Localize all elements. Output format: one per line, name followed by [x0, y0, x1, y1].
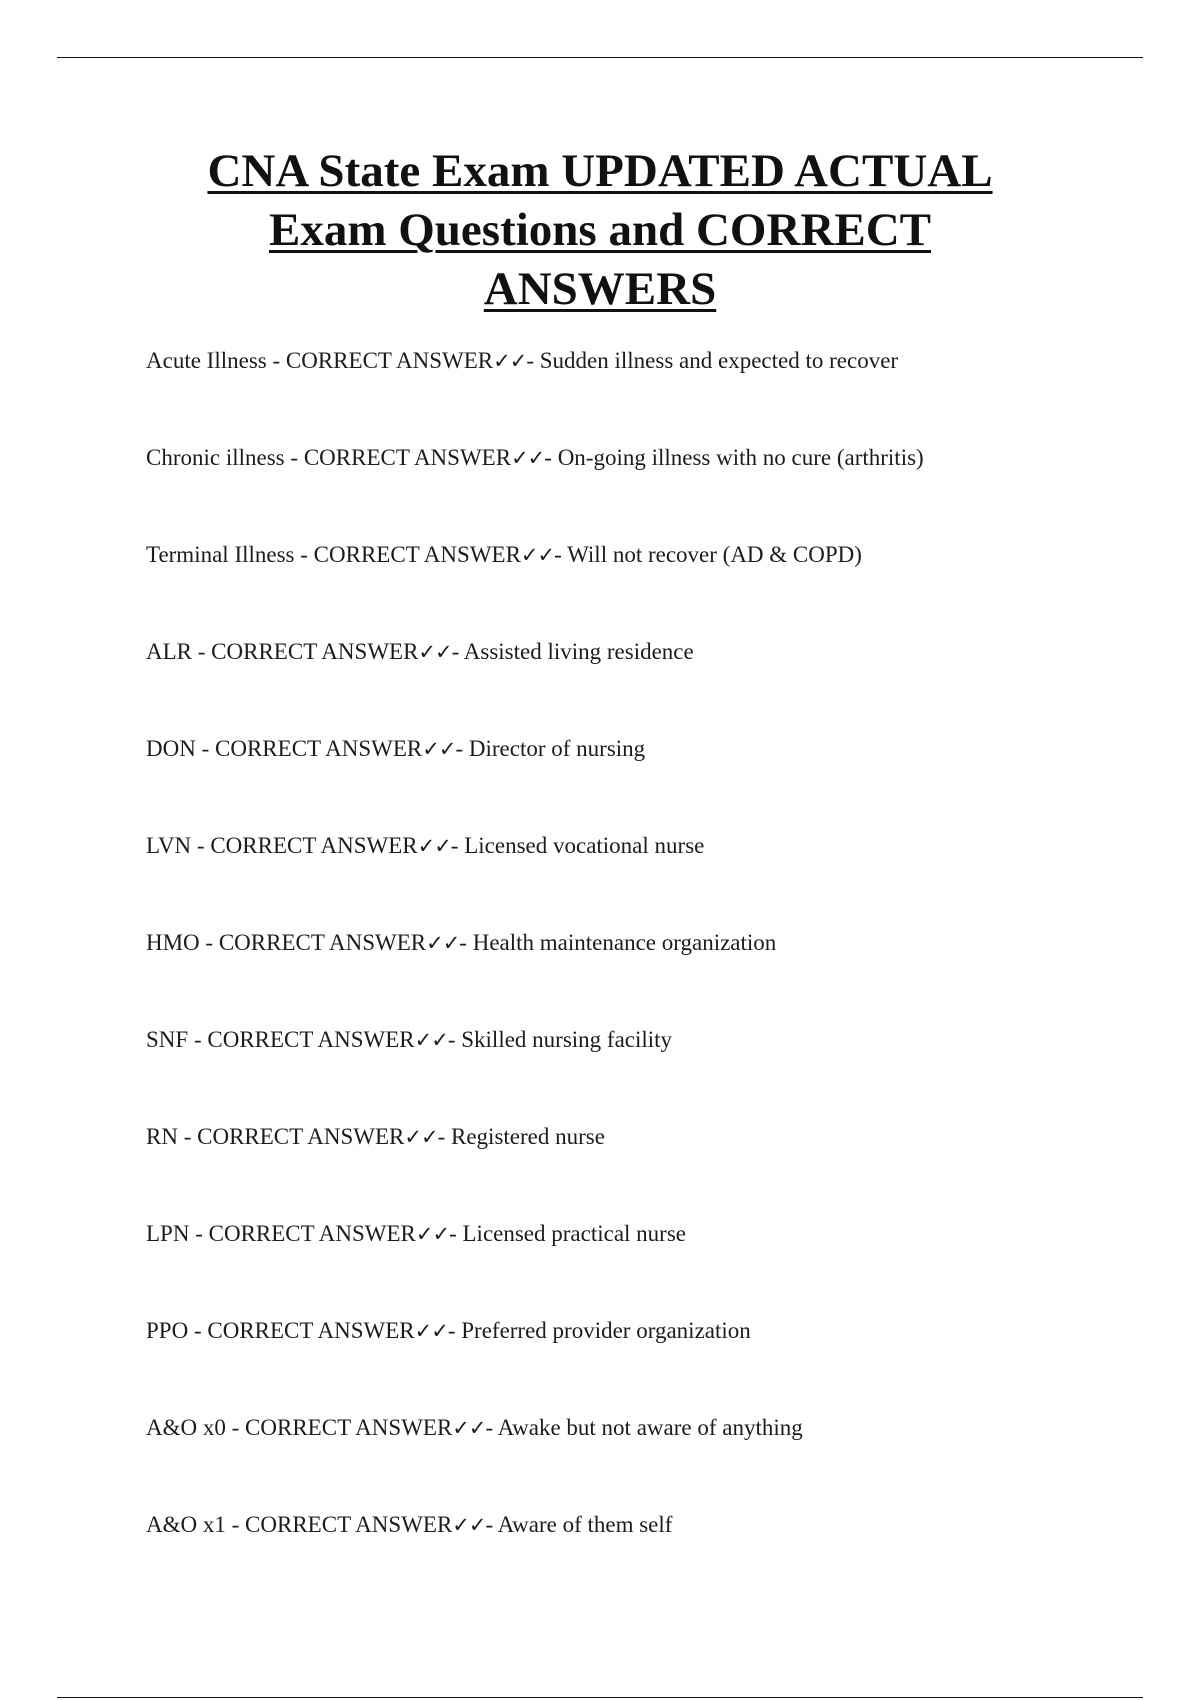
qa-answer: Licensed practical nurse [462, 1221, 686, 1246]
qa-term: Acute Illness [146, 348, 267, 373]
answer-marker: CORRECT ANSWER [197, 1124, 405, 1149]
double-check-icon: ✓✓ [414, 1028, 448, 1052]
double-check-icon: ✓✓ [417, 834, 451, 858]
qa-item: PPO - CORRECT ANSWER✓✓- Preferred provider organization [146, 1318, 751, 1343]
qa-answer: Registered nurse [451, 1124, 605, 1149]
qa-answer: Health maintenance organization [472, 930, 777, 955]
qa-answer: Preferred provider organization [461, 1318, 751, 1343]
answer-marker: CORRECT ANSWER [285, 348, 494, 373]
qa-term: HMO [146, 930, 200, 955]
qa-answer: Director of nursing [468, 736, 646, 761]
answer-marker: CORRECT ANSWER [207, 1318, 415, 1343]
qa-answer: On-going illness with no cure (arthritis) [557, 445, 924, 470]
qa-item: LPN - CORRECT ANSWER✓✓- Licensed practical nurse [146, 1221, 686, 1246]
qa-answer: Awake but not aware of anything [497, 1415, 803, 1440]
qa-item: RN - CORRECT ANSWER✓✓- Registered nurse [146, 1124, 605, 1149]
qa-term: RN [146, 1124, 178, 1149]
qa-term: DON [146, 736, 196, 761]
qa-term: Terminal Illness [146, 542, 295, 567]
answer-marker: CORRECT ANSWER [313, 542, 521, 567]
answer-marker: CORRECT ANSWER [303, 445, 512, 470]
qa-answer: Skilled nursing facility [461, 1027, 673, 1052]
double-check-icon: ✓✓ [493, 349, 527, 373]
qa-answer: Sudden illness and expected to recover [539, 348, 899, 373]
double-check-icon: ✓✓ [520, 543, 555, 567]
title-line-3: ANSWERS [483, 263, 717, 315]
qa-answer: Aware of them self [497, 1512, 673, 1537]
qa-term: Chronic illness [146, 445, 285, 470]
qa-term: PPO [146, 1318, 189, 1343]
qa-item: A&O x0 - CORRECT ANSWER✓✓- Awake but not aware of anything [146, 1415, 803, 1440]
title-line-1: CNA State Exam UPDATED ACTUAL [207, 145, 993, 197]
qa-answer: Will not recover (AD & COPD) [567, 542, 862, 567]
answer-marker: CORRECT ANSWER [245, 1415, 453, 1440]
qa-term: LVN [146, 833, 192, 858]
qa-term: A&O x1 [146, 1512, 226, 1537]
qa-answer: Licensed vocational nurse [464, 833, 705, 858]
double-check-icon: ✓✓ [404, 1125, 438, 1149]
double-check-icon: ✓✓ [452, 1513, 486, 1537]
qa-item: ALR - CORRECT ANSWER✓✓- Assisted living residence [146, 639, 694, 664]
answer-marker: CORRECT ANSWER [207, 1027, 415, 1052]
double-check-icon: ✓✓ [426, 931, 460, 955]
top-divider [57, 57, 1143, 58]
double-check-icon: ✓✓ [414, 1319, 448, 1343]
qa-item: HMO - CORRECT ANSWER✓✓- Health maintenance organization [146, 930, 777, 955]
answer-marker: CORRECT ANSWER [208, 1221, 416, 1246]
qa-item: SNF - CORRECT ANSWER✓✓- Skilled nursing facility [146, 1027, 673, 1052]
double-check-icon: ✓✓ [452, 1416, 486, 1440]
qa-item: Acute Illness - CORRECT ANSWER✓✓- Sudden illness and expected to recover [146, 348, 899, 373]
qa-item: Chronic illness - CORRECT ANSWER✓✓- On-going illness with no cure (arthritis) [146, 445, 924, 470]
qa-item: Terminal Illness - CORRECT ANSWER✓✓- Will not recover (AD & COPD) [146, 542, 862, 567]
qa-item: DON - CORRECT ANSWER✓✓- Director of nursing [146, 736, 646, 761]
double-check-icon: ✓✓ [511, 446, 545, 470]
double-check-icon: ✓✓ [415, 1222, 450, 1246]
double-check-icon: ✓✓ [418, 640, 452, 664]
qa-item: LVN - CORRECT ANSWER✓✓- Licensed vocational nurse [146, 833, 705, 858]
qa-term: ALR [146, 639, 192, 664]
title-line-2: Exam Questions and CORRECT [268, 204, 932, 256]
answer-marker: CORRECT ANSWER [211, 639, 419, 664]
page-title [150, 142, 1050, 319]
qa-item: A&O x1 - CORRECT ANSWER✓✓- Aware of them self [146, 1512, 673, 1537]
answer-marker: CORRECT ANSWER [210, 833, 418, 858]
qa-term: SNF [146, 1027, 189, 1052]
qa-term: LPN [146, 1221, 190, 1246]
bottom-divider [57, 1697, 1143, 1698]
qa-term: A&O x0 [146, 1415, 226, 1440]
answer-marker: CORRECT ANSWER [218, 930, 427, 955]
qa-answer: Assisted living residence [463, 639, 694, 664]
double-check-icon: ✓✓ [422, 737, 456, 761]
answer-marker: CORRECT ANSWER [245, 1512, 453, 1537]
qa-list [146, 343, 1146, 1604]
answer-marker: CORRECT ANSWER [215, 736, 423, 761]
